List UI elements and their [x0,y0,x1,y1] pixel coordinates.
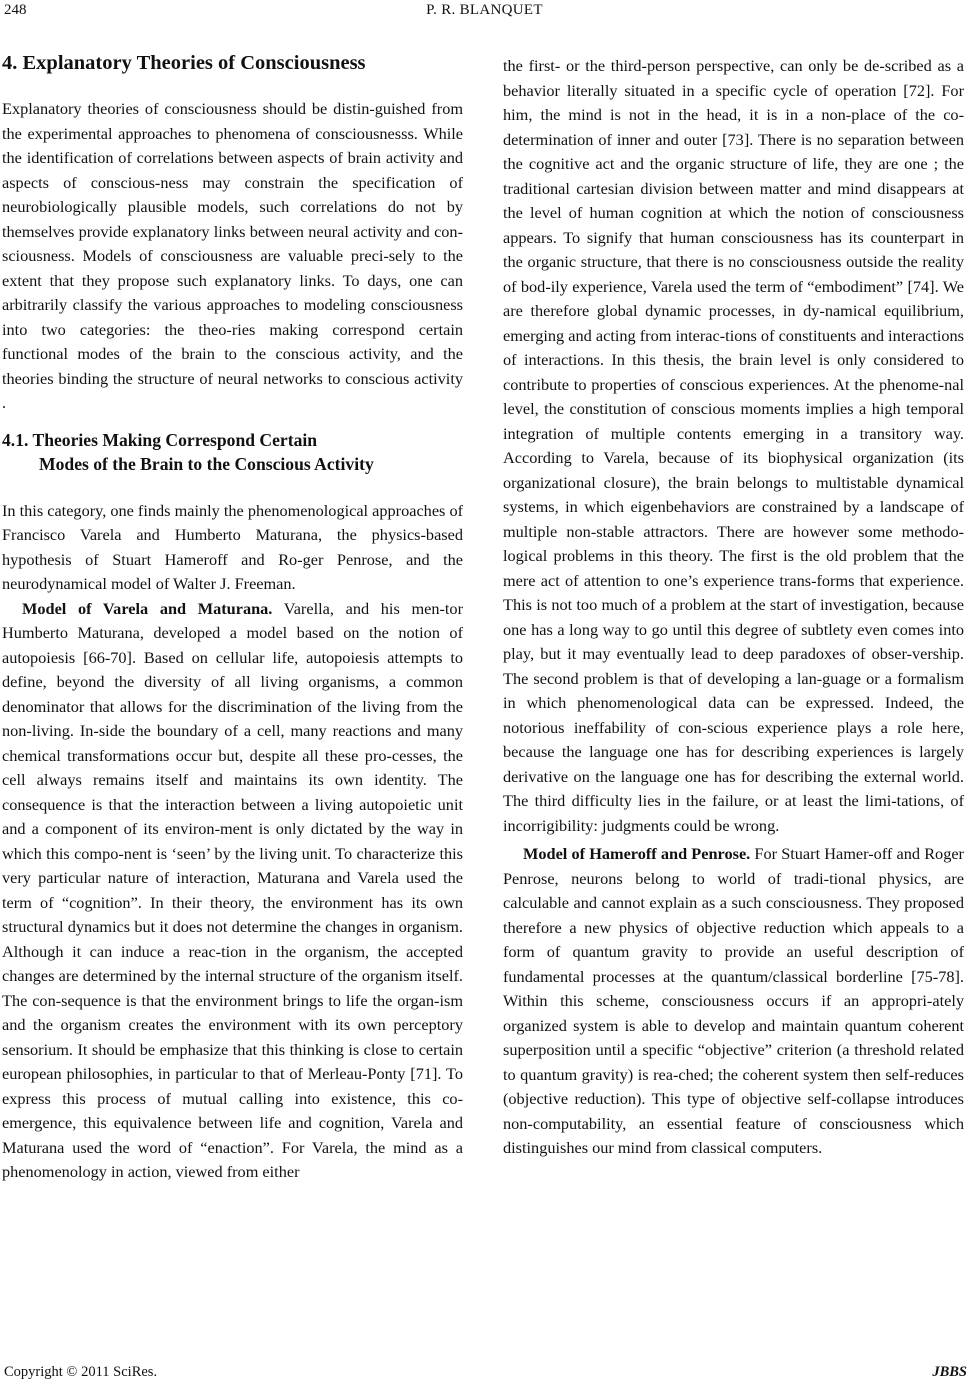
hameroff-model-heading: Model of Hameroff and Penrose. [523,844,751,863]
subsection-intro-paragraph: In this category, one finds mainly the phenomenological approaches of Francisco Varela and Humberto Maturana, the physics-based hypothesis of Stuart Hameroff and Ro-ger Penrose, and the neurodynamical model of Walter J. Freeman. [2,500,464,593]
hameroff-model-text: For Stuart Hamer-off and Roger Penrose, neurons belong to world of tradi-tional physics, are calculable and cannot explain as a such consciousness. They proposed therefore a new physics of objective reduction which appeals to a form of quantum gravity to provide an useful description of fundamental processes at the quantum/classical borderline [75-78]. Within this scheme, consciousness occurs if an appropri-ately organized system is able to develop and maintain quantum coherent superposition until a specific “objective” criterion (a threshold related to quantum gravity) is rea-ched; the coherent system then self-reduces (objective reduction). This type of objective self-collapse introduces non-computability, an essential feature of consciousness which distinguishes our mind from classical computers. [503,844,964,1157]
page-number: 248 [4,2,27,18]
subsection-title [2,428,463,477]
journal-abbreviation: JBBS [932,1364,967,1380]
copyright-notice: Copyright © 2011 SciRes. [4,1364,158,1380]
running-head: P. R. BLANQUET [426,2,543,18]
right-column [503,54,964,1161]
section-paragraph: Explanatory theories of consciousness should be distin-guished from the experimental approaches to phenomena of consciousnesss. While the identification of correlations between aspects of brain activity and aspects of conscious-ness may constrain the specification of neurobiologically plausible models, such correlations do not by themselves provide explanatory links between neural activity and con-sciousness. Models of consciousness are valuable preci-sely to the extent that they propose such explanatory links. To days, one can arbitrarily classify the various approaches to modeling consciousness into two categories: the theo-ries making correspond certain functional modes of the brain to the conscious activity, and the theories binding the structure of neural networks to conscious activity . [2,99,463,412]
varela-model-continuation: the first- or the third-person perspective, can only be de-scribed as a behavior literally situated in a specific cycle of operation [72]. For him, the mind is not in the head, it is in a non-place of the co-determination of inner and outer [73]. There is no separation between the cognitive act and the organic structure of life, they are one ; the traditional cartesian division between matter and mind disappears at the level of human cognition at which the notion of consciousness appears. To signify that human consciousness has its counterpart in the organic structure, that there is no consciousness outside the reality of bod-ily experience, Varela used the term of “embodiment” [74]. We are therefore global dynamic processes, in dy-namical equilibrium, emerging and acting from interac-tions of constituents and interactions of interactions. In this thesis, the brain level is only considered to contribute to properties of conscious experiences. At the phenome-nal level, the constitution of conscious moments implies a high temporal integration of multiple contents emerging in a transitory way. According to Varela, because of its biophysical organization (its organizational closure), the brain belongs to multistable dynamical systems, in which eigenbehaviors are constrained by a landscape of multiple non-stable attractors. There are however some methodo-logical problems in this theory. The first is the old problem that the mere act of attention to one’s experience trans-forms that experience. This is not too much of a problem at the start of investigation, because one has a long way to go until this degree of subtlety even comes into play, but it may eventually lead to deep paradoxes of obser-vership. The second problem is that of developing a lan-guage or a formalism in which phenomenological data can be expressed. Indeed, the notorious ineffability of con-scious experience plays a role here, because the language one has for describing experiences is largely derivative on the language one has for describing the external world. The third difficulty lies in the failure, or at least the limi-tations, of incorrigibility: judgments could be wrong. [503,56,964,835]
varela-model-heading: Model of Varela and Maturana. [22,598,273,618]
varela-model-text: Varella, and his men-tor Humberto Maturana, developed a model based on the notion of autopoiesis [66-70]. Based on cellular life, autopoiesis attempts to define, beyond the diversity of all living organisms, a common denominator that allows for the discrimination of the living from the non-living. In-side the boundary of a cell, many reactions and many chemical transformations occur but, despite all these pro-cesses, the cell always remains itself and maintains its own identity. The consequence is that the interaction between a living autopoietic unit and a component of its environ-ment is only dictated by the way in which this compo-nent is ‘seen’ by the living unit. To characterize this very particular nature of interaction, Maturana and Varela used the term of “cognition”. In their theory, the environment has its own structural dynamics but it does not determine the changes in organism. Although it can induce a reac-tion in the organism, the accepted changes are determined by the internal structure of the organism itself. The con-sequence is that the environment brings to life the organ-ism and the organism creates the environment with its own perceptory sensorium. It should be emphasize that this thinking is close to certain european philosophies, in particular to that of Merleau-Ponty [71]. To express this process of mutual calling into existence, this co-emergence, this equivalence between life and cognition, Varela and Maturana used the word of “enaction”. For Varela, the mind as a phenomenology in action, viewed from either [2,598,463,1181]
subsection-title-line-1: 4.1. Theories Making Correspond Certain [2,429,318,450]
section-title: 4. Explanatory Theories of Consciousness [2,52,366,74]
hameroff-model-paragraph [503,842,964,1161]
varela-model-paragraph [2,597,463,1185]
left-column [2,46,463,1185]
subsection-title-line-2: Modes of the Brain to the Conscious Activity [39,454,374,474]
